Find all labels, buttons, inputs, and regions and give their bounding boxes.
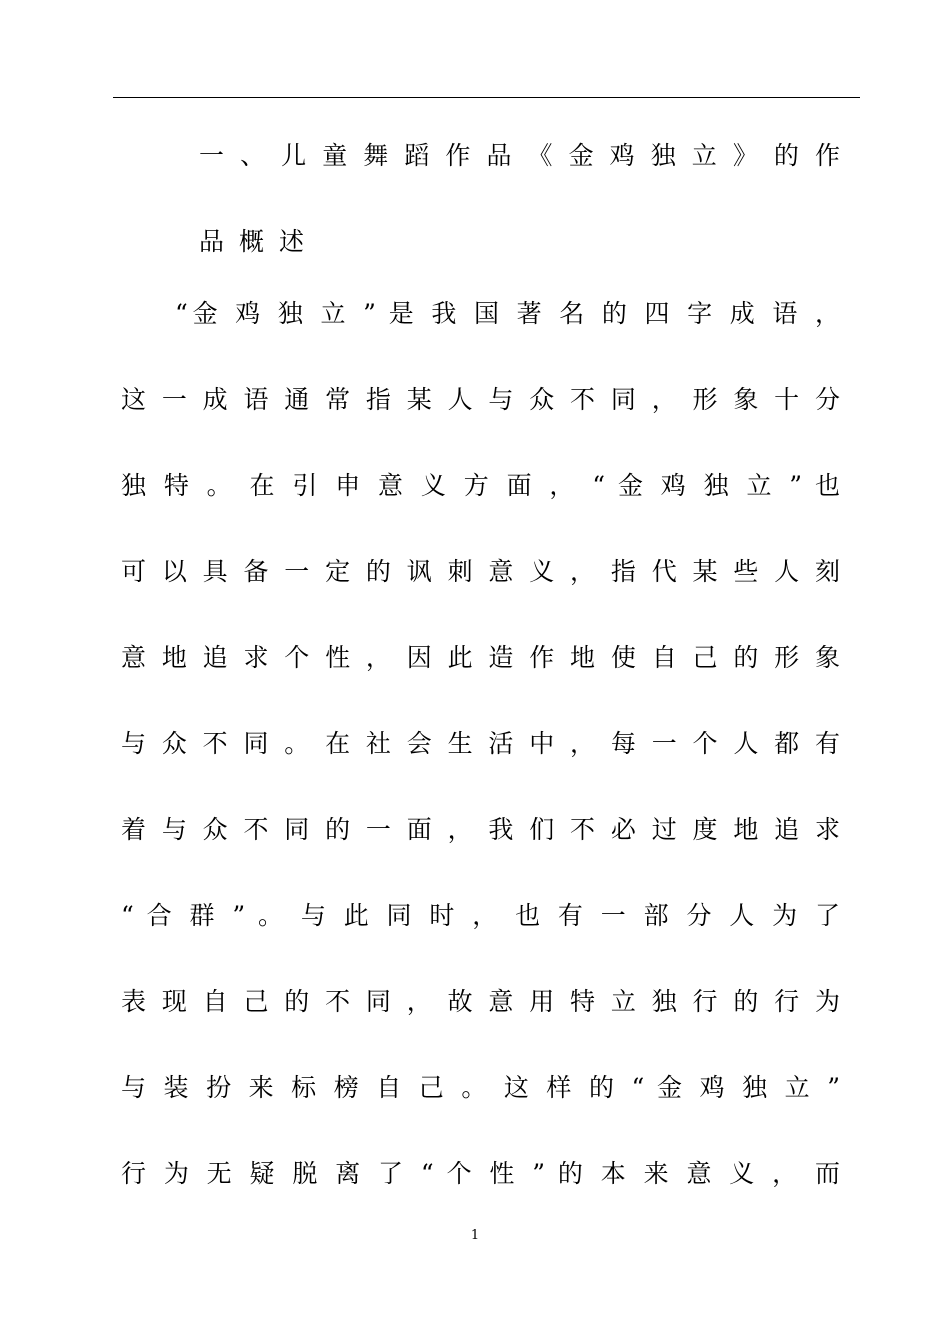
- paragraph-text: 意 地 追 求 个 性 ， 因 此 造 作 地 使 自 己 的 形 象: [121, 643, 840, 672]
- section-heading-line-1: [199, 136, 840, 176]
- paragraph-line: [175, 294, 840, 334]
- paragraph-text: 行 为 无 疑 脱 离 了 “ 个 性 ” 的 本 来 意 义 ， 而: [121, 1159, 840, 1188]
- paragraph-text: 与 装 扮 来 标 榜 自 己 。 这 样 的 “ 金 鸡 独 立 ”: [121, 1073, 840, 1102]
- paragraph-text: 表 现 自 己 的 不 同 ， 故 意 用 特 立 独 行 的 行 为: [121, 987, 840, 1016]
- paragraph-text: 独 特 。 在 引 申 意 义 方 面 ， “ 金 鸡 独 立 ” 也: [121, 471, 840, 500]
- paragraph-text: 可 以 具 备 一 定 的 讽 刺 意 义 ， 指 代 某 些 人 刻: [121, 557, 840, 586]
- paragraph-text: “金 鸡 独 立 ” 是 我 国 著 名 的 四 字 成 语 ，: [175, 299, 840, 328]
- paragraph-line: [121, 982, 840, 1022]
- paragraph-line: [121, 724, 840, 764]
- paragraph-line: [121, 638, 840, 678]
- paragraph-line: [121, 810, 840, 850]
- paragraph-line: [121, 1068, 840, 1108]
- heading-text: 一 、 儿 童 舞 蹈 作 品 《 金 鸡 独 立 》 的 作: [199, 141, 840, 170]
- paragraph-text: 着 与 众 不 同 的 一 面 ， 我 们 不 必 过 度 地 追 求: [121, 815, 840, 844]
- paragraph-text: 与 众 不 同 。 在 社 会 生 活 中 ， 每 一 个 人 都 有: [121, 729, 840, 758]
- paragraph-line: [121, 466, 840, 506]
- paragraph-line: [121, 1154, 840, 1194]
- paragraph-line: [121, 380, 840, 420]
- header-rule: [113, 97, 860, 98]
- paragraph-text: “ 合 群 ” 。 与 此 同 时 ， 也 有 一 部 分 人 为 了: [121, 901, 840, 930]
- paragraph-line: [121, 896, 840, 936]
- page-number: 1: [470, 1228, 480, 1243]
- section-heading-line-2: [199, 222, 304, 262]
- paragraph-text: 这 一 成 语 通 常 指 某 人 与 众 不 同 ， 形 象 十 分: [121, 385, 840, 414]
- paragraph-line: [121, 552, 840, 592]
- heading-text: 品 概 述: [199, 227, 304, 256]
